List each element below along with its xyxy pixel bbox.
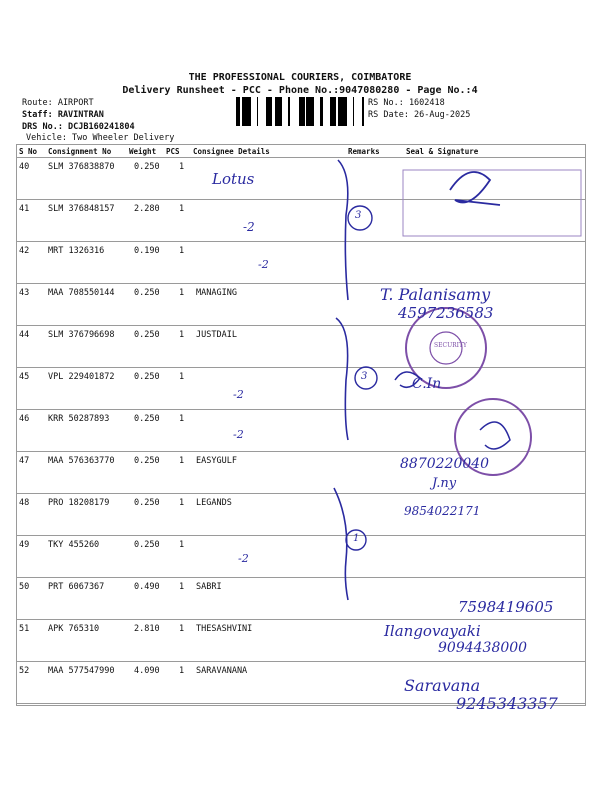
row-weight: 2.280	[134, 204, 160, 214]
handwriting-dash: -2	[243, 220, 255, 234]
signature-cin: C.In	[412, 376, 442, 392]
row-pcs: 1	[179, 372, 185, 382]
row-weight: 0.250	[134, 540, 160, 550]
circle-number: 1	[353, 533, 360, 544]
bracket-stroke	[336, 318, 348, 440]
row-consignee: SARAVANANA	[196, 666, 248, 676]
col-sno: S No	[19, 147, 38, 156]
row-pcs: 1	[179, 204, 185, 214]
signature-jny: J.ny	[432, 476, 457, 491]
col-pcs: PCS	[166, 147, 180, 156]
bracket-stroke	[334, 488, 348, 600]
row-pcs: 1	[179, 162, 185, 172]
row-consignee: JUSTDAIL	[196, 330, 237, 340]
row-weight: 0.250	[134, 372, 160, 382]
row-consignment: APK 765310	[48, 624, 100, 634]
row-pcs: 1	[179, 498, 185, 508]
phone-row-47: 8870220040	[400, 456, 490, 472]
handwriting-dash: -2	[238, 552, 249, 565]
row-sno: 41	[19, 204, 30, 214]
handwriting-lotus: Lotus	[212, 170, 255, 188]
row-consignment: PRO 18208179	[48, 498, 110, 508]
row-weight: 0.250	[134, 288, 160, 298]
row-sno: 51	[19, 624, 30, 634]
row-sno: 40	[19, 162, 30, 172]
bracket-stroke	[338, 160, 348, 300]
row-pcs: 1	[179, 540, 185, 550]
row-consignment: SLM 376838870	[48, 162, 115, 172]
row-weight: 0.250	[134, 498, 160, 508]
handwriting-dash: -2	[233, 388, 244, 401]
phone-row-50: 7598419605	[458, 598, 554, 616]
row-weight: 0.490	[134, 582, 160, 592]
phone-row-52: 9245343357	[456, 694, 558, 713]
row-weight: 0.250	[134, 414, 160, 424]
row-consignment: MAA 576363770	[48, 456, 115, 466]
row-pcs: 1	[179, 330, 185, 340]
handwriting-dash: -2	[258, 258, 269, 271]
col-seal: Seal & Signature	[406, 147, 479, 156]
row-weight: 0.190	[134, 246, 160, 256]
col-remarks: Remarks	[348, 147, 380, 156]
row-sno: 49	[19, 540, 30, 550]
row-sno: 48	[19, 498, 30, 508]
row-pcs: 1	[179, 666, 185, 676]
drs-label: DRS No.: DCJB160241804	[22, 122, 135, 132]
row-sno: 46	[19, 414, 30, 424]
row-sno: 50	[19, 582, 30, 592]
phone-row-51: 9094438000	[438, 640, 528, 656]
handwriting-dash: -2	[233, 428, 244, 441]
row-sno: 47	[19, 456, 30, 466]
circle-number: 3	[361, 371, 368, 382]
col-consignment: Consignment No	[48, 147, 112, 156]
courier-stamp	[403, 170, 581, 236]
row-pcs: 1	[179, 414, 185, 424]
col-consignee: Consignee Details	[193, 147, 270, 156]
row-weight: 4.090	[134, 666, 160, 676]
row-sno: 45	[19, 372, 30, 382]
row-consignee: MANAGING	[196, 288, 237, 298]
row-weight: 0.250	[134, 330, 160, 340]
row-pcs: 1	[179, 624, 185, 634]
row-consignee: SABRI	[196, 582, 222, 592]
signature-palanisamy: T. Palanisamy	[380, 285, 491, 304]
row-pcs: 1	[179, 582, 185, 592]
circle-number: 3	[355, 210, 362, 221]
row-sno: 52	[19, 666, 30, 676]
row-weight: 0.250	[134, 162, 160, 172]
row-consignee: THESASHVINI	[196, 624, 253, 634]
row-consignment: MAA 708550144	[48, 288, 115, 298]
row-consignment: TKY 455260	[48, 540, 100, 550]
row-pcs: 1	[179, 456, 185, 466]
runsheet-subtitle: Delivery Runsheet - PCC - Phone No.:9047080280 - Page No.:4	[122, 85, 478, 96]
staff-label: Staff: RAVINTRAN	[22, 110, 104, 120]
signature-ilangovayaki: Ilangovayaki	[384, 622, 481, 640]
company-title: THE PROFESSIONAL COURIERS, COIMBATORE	[188, 72, 412, 83]
row-sno: 43	[19, 288, 30, 298]
phone-row-48: 9854022171	[404, 504, 481, 518]
rs-number: RS No.: 1602418	[368, 98, 445, 108]
row-consignment: PRT 6067367	[48, 582, 105, 592]
stamp-security-text: SECURITY	[434, 342, 467, 349]
row-consignment: SLM 376848157	[48, 204, 115, 214]
row-sno: 44	[19, 330, 30, 340]
row-pcs: 1	[179, 288, 185, 298]
row-consignee: EASYGULF	[196, 456, 237, 466]
rs-date: RS Date: 26-Aug-2025	[368, 110, 471, 120]
row-pcs: 1	[179, 246, 185, 256]
col-weight: Weight	[129, 147, 157, 156]
row-weight: 2.810	[134, 624, 160, 634]
row-consignment: VPL 229401872	[48, 372, 115, 382]
row-consignment: SLM 376796698	[48, 330, 115, 340]
row-consignment: KRR 50287893	[48, 414, 110, 424]
vehicle-label: Vehicle: Two Wheeler Delivery	[26, 133, 175, 143]
signature-scribble	[480, 422, 510, 449]
row-weight: 0.250	[134, 456, 160, 466]
row-consignee: LEGANDS	[196, 498, 232, 508]
signature-scribble	[450, 172, 500, 205]
phone-row-43: 4597236583	[398, 304, 494, 322]
row-consignment: MRT 1326316	[48, 246, 105, 256]
row-consignment: MAA 577547990	[48, 666, 115, 676]
row-sno: 42	[19, 246, 30, 256]
route-label: Route: AIRPORT	[22, 98, 94, 108]
signature-saravana: Saravana	[404, 676, 481, 695]
